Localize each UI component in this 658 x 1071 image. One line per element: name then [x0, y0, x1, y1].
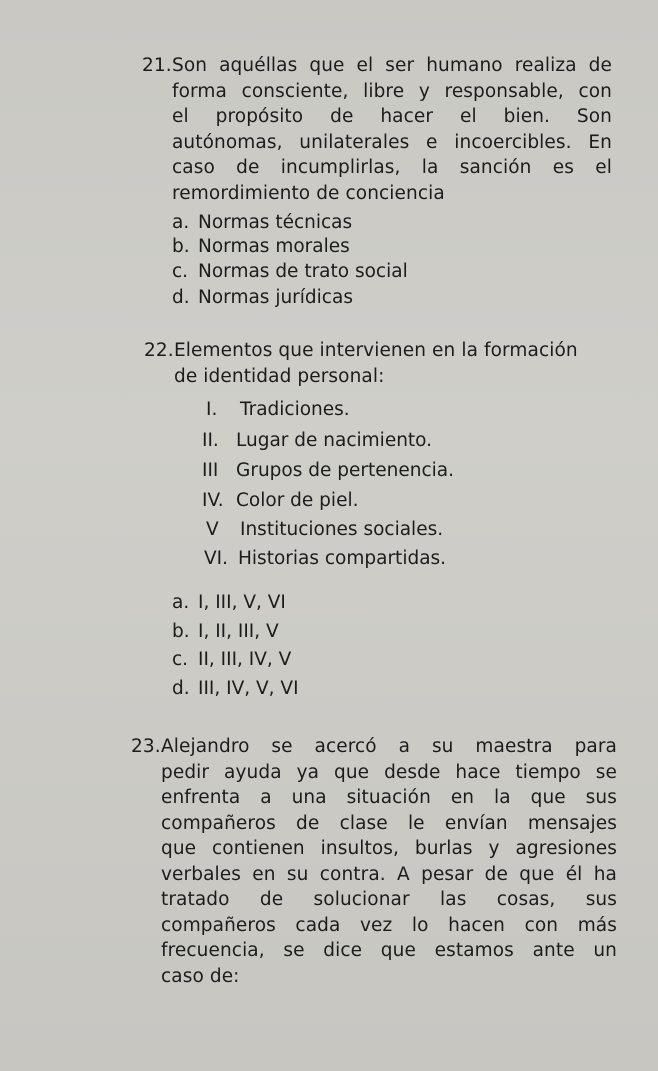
answer-option[interactable]: d. Normas jurídicas [172, 287, 353, 308]
question-text-line: compañeros cada vez lo hacen con más [161, 914, 617, 936]
roman-item: V Instituciones sociales. [206, 519, 444, 540]
roman-item: II. Lugar de nacimiento. [202, 430, 433, 451]
question-text-line: el propósito de hacer el bien. Son [172, 106, 612, 127]
question-number: 22. [144, 340, 174, 361]
answer-option[interactable]: a. I, III, V, VI [172, 592, 286, 613]
question-21 [142, 53, 612, 206]
roman-item: VI. Historias compartidas. [204, 548, 447, 569]
question-text-line: forma consciente, libre y responsable, con [172, 80, 612, 102]
question-text-line: que contienen insultos, burlas y agresiones [161, 838, 617, 859]
answer-option[interactable]: c. II, III, IV, V [172, 649, 292, 670]
roman-item: III Grupos de pertenencia. [202, 460, 454, 481]
question-text-line: Elementos que intervienen en la formación [174, 340, 578, 361]
question-22 [144, 338, 614, 389]
question-number: 23. [131, 736, 161, 757]
question-text-line: verbales en su contra. A pesar de que él ha [161, 863, 617, 885]
question-text-line: frecuencia, se dice que estamos ante un [161, 940, 617, 961]
answer-option[interactable]: c. Normas de trato social [172, 261, 408, 282]
question-text-line: caso de incumplirlas, la sanción es el [172, 157, 612, 178]
question-number: 21. [142, 55, 172, 76]
answer-option[interactable]: d. III, IV, V, VI [172, 678, 299, 699]
question-text-line: pedir ayuda ya que desde hace tiempo se [161, 761, 617, 783]
question-23 [131, 734, 617, 989]
question-text-line: Son aquéllas que el ser humano realiza de [172, 55, 612, 76]
roman-item: IV. Color de piel. [202, 490, 359, 511]
question-text-line: remordimiento de conciencia [172, 182, 445, 204]
question-text-line: de identidad personal: [174, 365, 385, 387]
question-text-line: autónomas, unilaterales e incoercibles. En [172, 131, 612, 153]
question-text-line: tratado de solucionar las cosas, sus [161, 889, 617, 910]
question-text-line: compañeros de clase le envían mensajes [161, 812, 617, 834]
question-text-line: Alejandro se acercó a su maestra para [161, 736, 617, 757]
answer-option[interactable]: b. I, II, III, V [172, 621, 279, 642]
answer-option[interactable]: b. Normas morales [172, 236, 350, 257]
roman-item: I. Tradiciones. [206, 399, 350, 420]
question-text-line: caso de: [161, 965, 240, 987]
answer-option[interactable]: a. Normas técnicas [172, 212, 353, 233]
question-text-line: enfrenta a una situación en la que sus [161, 787, 617, 808]
